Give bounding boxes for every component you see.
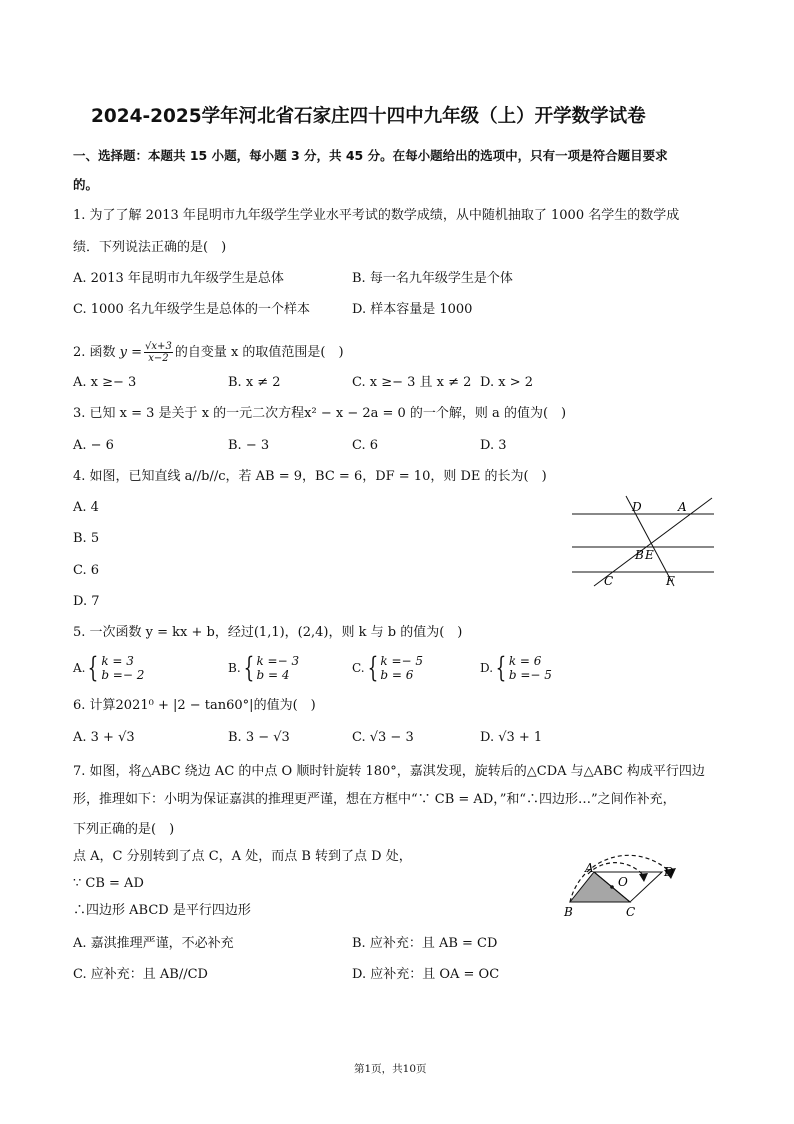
q1-option-b: B. 每一名九年级学生是个体: [352, 271, 513, 286]
q6-option-d: D. √3 + 1: [480, 730, 543, 745]
transversal-ac: [594, 498, 712, 586]
label-c: C: [604, 574, 614, 588]
q7-option-a: A. 嘉淇推理严谨，不必补充: [73, 936, 234, 951]
q1-option-c: C. 1000 名九年级学生是总体的一个样本: [73, 302, 310, 317]
q6-option-b: B. 3 − √3: [228, 730, 290, 745]
q7-option-c: C. 应补充：且 AB//CD: [73, 967, 208, 982]
q7-proof-line1: 点 A，C 分别转到了点 C，A 处，而点 B 转到了点 D 处，: [73, 849, 412, 864]
q4-parallel-lines-figure: [568, 494, 718, 590]
midpoint-o: [610, 885, 614, 889]
q5-option-a-brace: {: [88, 651, 99, 684]
q2-option-c: C. x ≥− 3 且 x ≠ 2: [352, 375, 472, 390]
q5-option-c-bottom: b = 6: [380, 668, 414, 682]
q5-option-d-letter: D.: [480, 661, 494, 675]
q7-stem-line2: 形，推理如下：小明为保证嘉淇的推理更严谨，想在方框中“∵ CB = AD，”和“∴四边形…”之间作补充，: [73, 792, 676, 807]
section-header-line1: 一、选择题：本题共 15 小题，每小题 3 分，共 45 分。在每小题给出的选项中，只有一项是符合题目要求: [73, 148, 668, 163]
label-f: F: [666, 574, 675, 588]
q2-option-a: A. x ≥− 3: [73, 375, 137, 390]
q5-option-b: [228, 651, 300, 684]
q5-option-b-system: [256, 654, 299, 682]
label-a: A: [678, 500, 687, 514]
label-d: D: [664, 865, 674, 879]
label-b: B: [635, 548, 644, 562]
q4-option-a: A. 4: [73, 500, 99, 515]
q1-stem-line1: 1. 为了了解 2013 年昆明市九年级学生学业水平考试的数学成绩，从中随机抽取了 1000 名学生的数学成: [73, 208, 680, 223]
q3-option-b: B. − 3: [228, 438, 270, 453]
q5-option-a: [73, 651, 145, 684]
q5-option-a-top: k = 3: [101, 654, 134, 668]
q1-option-d: D. 样本容量是 1000: [352, 302, 473, 317]
label-e: E: [645, 548, 654, 562]
q5-option-c-top: k =− 5: [380, 654, 424, 668]
q5-option-a-letter: A.: [73, 661, 86, 675]
page-title: 2024-2025学年河北省石家庄四十四中九年级（上）开学数学试卷: [91, 106, 646, 127]
q1-stem-line2: 绩．下列说法正确的是( ): [73, 240, 227, 255]
q5-option-c: [352, 651, 424, 684]
q7-proof-line2: ∵ CB = AD: [73, 876, 144, 891]
q4-option-c: C. 6: [73, 563, 100, 578]
q7-option-d: D. 应补充：且 OA = OC: [352, 967, 500, 982]
q2-option-d: D. x > 2: [480, 375, 533, 390]
q6-option-c: C. √3 − 3: [352, 730, 414, 745]
q2-stem: [73, 341, 344, 364]
q5-option-c-letter: C.: [352, 661, 365, 675]
q5-option-c-system: [380, 654, 423, 682]
q4-stem: 4. 如图，已知直线 a//b//c，若 AB = 9，BC = 6，DF = 10，则 DE 的长为( ): [73, 469, 547, 484]
q2-suffix: 的自变量 x 的取值范围是( ): [174, 345, 344, 360]
q3-option-c: C. 6: [352, 438, 379, 453]
q3-option-a: A. − 6: [73, 438, 114, 453]
q2-y-equals: y =: [119, 345, 143, 360]
q2-denominator: x−2: [148, 353, 169, 364]
q7-option-b: B. 应补充：且 AB = CD: [352, 936, 498, 951]
label-c: C: [626, 905, 636, 919]
q5-option-d-top: k = 6: [508, 654, 542, 668]
q5-option-d: [480, 651, 552, 684]
q5-option-b-top: k =− 3: [256, 654, 300, 668]
q6-stem: 6. 计算2021⁰ + |2 − tan60°|的值为( ): [73, 698, 316, 713]
label-d: D: [632, 500, 642, 514]
q7-proof-line3: ∴四边形 ABCD 是平行四边形: [73, 903, 251, 918]
q5-option-d-brace: {: [495, 651, 507, 684]
q6-option-a: A. 3 + √3: [73, 730, 135, 745]
arc-arrowhead-inner: [639, 873, 648, 882]
q2-prefix: 2. 函数: [73, 345, 120, 360]
q1-option-a: A. 2013 年昆明市九年级学生是总体: [73, 271, 284, 286]
q5-option-d-bottom: b =− 5: [508, 668, 552, 682]
label-a: A: [585, 861, 594, 875]
q4-option-d: D. 7: [73, 594, 100, 609]
q2-option-b: B. x ≠ 2: [228, 375, 281, 390]
q5-option-a-system: [101, 654, 144, 682]
q2-fraction: [144, 341, 173, 364]
q3-stem: 3. 已知 x = 3 是关于 x 的一元二次方程x² − x − 2a = 0 的一个解，则 a 的值为( ): [73, 406, 567, 421]
section-header-line2: 的。: [73, 177, 99, 192]
label-o: O: [618, 875, 628, 889]
q5-option-c-brace: {: [367, 651, 378, 684]
q5-option-a-bottom: b =− 2: [101, 668, 145, 682]
q5-stem: 5. 一次函数 y = kx + b，经过(1,1)，(2,4)，则 k 与 b 的值为( ): [73, 625, 463, 640]
q4-option-b: B. 5: [73, 531, 100, 546]
q5-option-d-system: [509, 654, 552, 682]
q7-stem-line3: 下列正确的是( ): [73, 822, 175, 837]
q7-rotation-figure: [560, 834, 690, 924]
q5-option-b-brace: {: [243, 651, 254, 684]
q2-numerator: √x+3: [145, 341, 172, 352]
q5-option-b-letter: B.: [228, 661, 241, 675]
q5-option-b-bottom: b = 4: [256, 668, 290, 682]
q7-stem-line1: 7. 如图，将△ABC 绕边 AC 的中点 O 顺时针旋转 180°，嘉淇发现，旋转后的△CDA 与△ABC 构成平行四边: [73, 764, 705, 779]
page-footer: 第1页，共10页: [354, 1063, 427, 1075]
label-b: B: [564, 905, 573, 919]
q3-option-d: D. 3: [480, 438, 507, 453]
